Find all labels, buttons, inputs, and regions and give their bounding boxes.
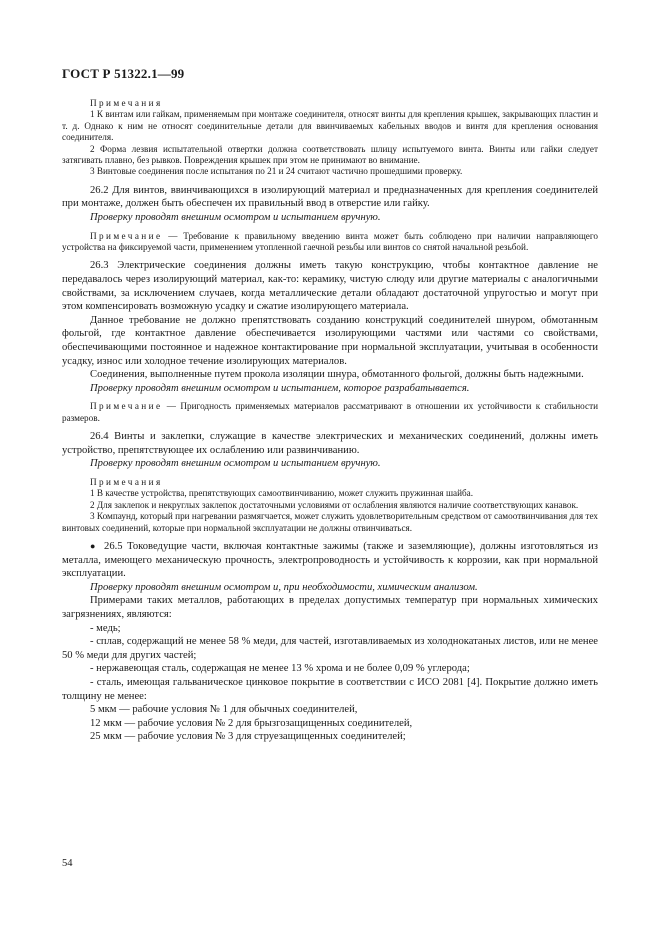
verification-text: Проверку проводят внешним осмотром и испытанием вручную. [90,458,381,470]
note-text: 2 Форма лезвия испытательной отвертки должна соответствовать шлицу испытуемого винта. Винты или гайки следует затягивать плавно, без рывков. Повреждения крышек при этом не принимают во внимание. [62,143,598,166]
note-label: Примечание [90,401,163,412]
clause-paragraph: ● 26.5 Токоведущие части, включая контактные зажимы (также и заземляющие), должны изготовляться из металла, имеющего механическую прочность, электропроводность и устойчивость к коррозии, как при нормальной эксплуатации. [62,541,598,580]
body-paragraph: - нержавеющая сталь, содержащая не менее 13 % хрома и не более 0,09 % углерода; [90,663,470,675]
note-text: 2 Для заклепок и некруглых заклепок достаточными условиями от ослабления являются наличие соответствующих канавок. [90,499,579,510]
body-paragraph: 26.4 Винты и заклепки, служащие в качестве электрических и механических соединений, должны иметь устройство, препятствующее их ослаблению или развинчиванию. [62,431,598,456]
body-paragraph: 12 мкм — рабочие условия № 2 для брызгозащищенных соединителей, [90,717,413,729]
notes-heading: Примечания [90,476,163,487]
change-marker-icon: ● [90,541,98,551]
body-paragraph: - сплав, содержащий не менее 58 % меди, для частей, изготавливаемых из холоднокатаных листов, или не менее 50 % меди для других частей; [62,636,598,661]
note-text: 1 К винтам или гайкам, применяемым при монтаже соединителя, относят винты для крепления крышек, закрывающих пластин и т. д. Однако к ним не относят соединительные детали для ввинчиваемых кабельных вводов и винтя для крепления основания соединителя. [62,109,598,143]
body-paragraph: 26.2 Для винтов, ввинчивающихся в изолирующий материал и предназначенных для крепления соединителей при монтаже, должен быть обеспечен их правильный ввод в отверстие или гайку. [62,184,598,210]
note-label: Примечание [90,230,163,241]
note-text: Примечание — Требование к правильному введению винта может быть соблюдено при наличии направляющего устройства на фиксируемой части, применением утопленной гаечной резьбы или винтов со снятой начальной резьбой. [62,230,598,253]
document-body [62,98,598,744]
body-paragraph: - сталь, имеющая гальваническое цинковое покрытие в соответствии с ИСО 2081 [4]. Покрытие должно иметь толщину не менее: [62,676,598,702]
document-header: ГОСТ Р 51322.1—99 [62,66,185,81]
verification-text: Проверку проводят внешним осмотром и испытанием вручную. [90,212,381,224]
body-paragraph: - медь; [90,622,121,634]
notes-heading: Примечания [90,98,163,108]
body-paragraph: 25 мкм — рабочие условия № 3 для струезащищенных соединителей; [90,731,406,743]
verification-text: Проверку проводят внешним осмотром и испытанием, которое разрабатывается. [90,382,470,394]
body-paragraph: Примерами таких металлов, работающих в пределах допустимых температур при нормальных химических загрязнениях, являются: [62,595,598,620]
body-paragraph: 5 мкм — рабочие условия № 1 для обычных соединителей, [90,704,358,716]
note-text: 3 Винтовые соединения после испытания по 21 и 24 считают частично прошедшими проверку. [90,166,463,177]
note-text: 1 В качестве устройства, препятствующих самоотвинчиванию, может служить пружинная шайба. [90,488,474,499]
body-paragraph: Соединения, выполненные путем прокола изоляции шнура, обмотанного фольгой, должны быть надежными. [90,369,584,381]
body-paragraph: Данное требование не должно препятствовать созданию конструкций соединителей шнуром, обмотанным фольгой, где контактное давление обеспечивается изолирующими частями или частями со свойствами, обеспечивающими постоянное и надежное контактирование при нормальной эксплуатации, учитывая в особенности усадку, износ или холодное течение изолирующих материалов. [62,314,598,367]
page-number: 54 [62,858,73,869]
verification-text: Проверку проводят внешним осмотром и, при необходимости, химическим анализом. [90,581,478,593]
body-paragraph: 26.3 Электрические соединения должны иметь такую конструкцию, чтобы контактное давление не передавалось через изолирующий материал, как-то: керамику, чистую слюду или другие материалы с аналогичными свойствами, за исключением случаев, когда металлические детали обладают достаточной упругостью и могут при этом компенсировать возможную усадку и сжатие изолирующего материала. [62,260,598,313]
note-text: Примечание — Пригодность применяемых материалов рассматривают в отношении их устойчивости к стабильности размеров. [62,401,598,423]
note-text: 3 Компаунд, который при нагревании размягчается, может служить удовлетворительным средством от самоотвинчивания для тех винтовых соединений, которые при нормальной эксплуатации не должны отвинчиваться. [62,511,598,533]
